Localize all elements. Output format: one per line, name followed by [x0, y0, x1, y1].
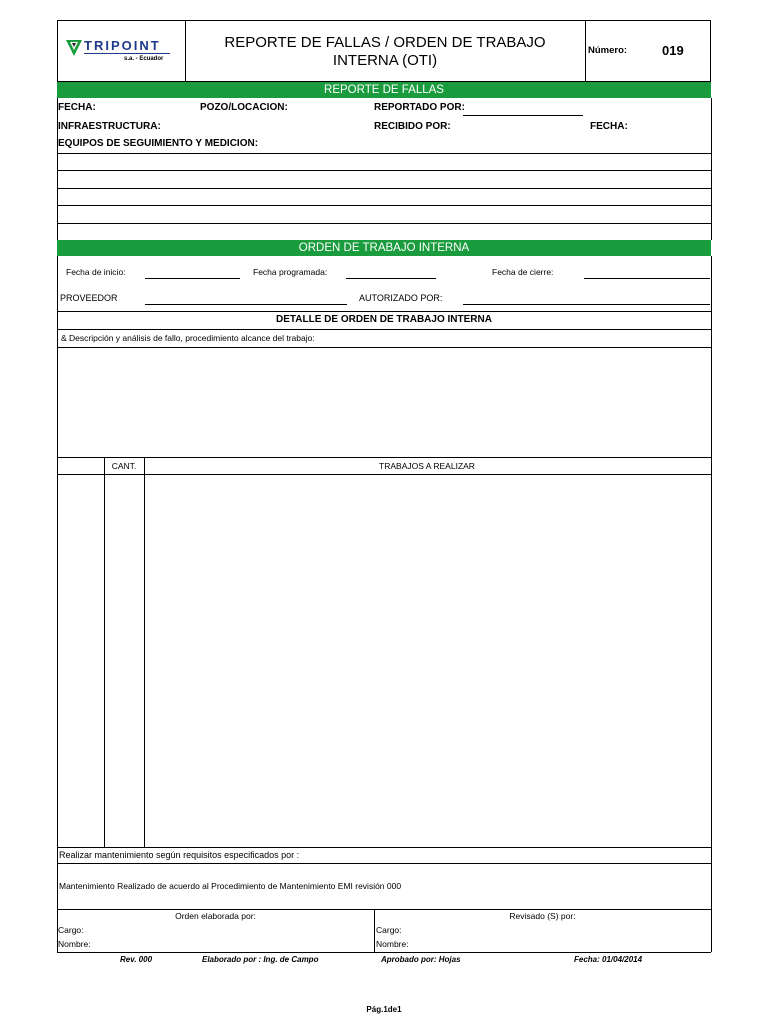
numero-label: Número:	[588, 45, 628, 56]
detalle-heading: DETALLE DE ORDEN DE TRABAJO INTERNA	[276, 314, 492, 325]
reportado-line[interactable]	[463, 115, 583, 116]
page-title: REPORTE DE FALLAS / ORDEN DE TRABAJO INTERNA (OTI)	[224, 34, 546, 69]
pozo-label: POZO/LOCACION:	[200, 102, 288, 113]
fecha-programada-line[interactable]	[346, 278, 436, 279]
mantenimiento-label: Mantenimiento Realizado de acuerdo al Procedimiento de Mantenimiento EMI revisión 000	[59, 881, 402, 891]
cant-header: CANT.	[111, 461, 137, 471]
trabajos-area[interactable]	[145, 475, 710, 847]
fecha-inicio-label: Fecha de inicio:	[66, 267, 126, 277]
fecha2-label: FECHA:	[590, 121, 628, 132]
equipos-row-line	[57, 170, 711, 171]
fecha-inicio-line[interactable]	[145, 278, 240, 279]
fecha-label: FECHA:	[58, 102, 96, 113]
page-number: Pág.1de1	[366, 1005, 402, 1014]
autorizado-label: AUTORIZADO POR:	[359, 293, 443, 303]
orden-trabajo-bar: ORDEN DE TRABAJO INTERNA	[57, 240, 711, 256]
fecha-programada-label: Fecha programada:	[253, 267, 328, 277]
footer-fecha: Fecha: 01/04/2014	[574, 955, 643, 964]
numero-value: 019	[662, 43, 684, 58]
equipos-row-line	[57, 223, 711, 224]
equipos-row-line	[57, 205, 711, 206]
nombre-right-label: Nombre:	[376, 939, 409, 949]
footer-elaborado: Elaborado por : Ing. de Campo	[202, 955, 319, 964]
realizar-label: Realizar mantenimiento según requisitos especificados por :	[59, 850, 300, 860]
reporte-fallas-bar: REPORTE DE FALLAS	[57, 82, 711, 98]
fecha-cierre-line[interactable]	[584, 278, 710, 279]
company-logo	[64, 36, 176, 66]
proveedor-line[interactable]	[145, 304, 347, 305]
cargo-left-label: Cargo:	[58, 925, 84, 935]
cargo-right-label: Cargo:	[376, 925, 402, 935]
logo-subtitle: s.a. - Ecuador	[124, 56, 164, 62]
proveedor-label: PROVEEDOR	[60, 293, 118, 303]
tripoint-logo-icon	[64, 38, 84, 58]
equipos-row-line	[57, 153, 711, 154]
descripcion-area[interactable]	[58, 348, 710, 457]
equipos-row-line	[57, 188, 711, 189]
fecha-cierre-label: Fecha de cierre:	[492, 267, 554, 277]
reportado-label: REPORTADO POR:	[374, 102, 465, 113]
nombre-left-label: Nombre:	[58, 939, 91, 949]
footer-rev: Rev. 000	[120, 955, 153, 964]
descripcion-label: & Descripción y análisis de fallo, procedimiento alcance del trabajo:	[61, 333, 315, 343]
recibido-label: RECIBIDO POR:	[374, 121, 451, 132]
revisado-label: Revisado (S) por:	[509, 911, 576, 921]
autorizado-line[interactable]	[463, 304, 710, 305]
elaborada-label: Orden elaborada por:	[175, 911, 256, 921]
footer-aprobado: Aprobado por: Hojas	[381, 955, 461, 964]
infra-label: INFRAESTRUCTURA:	[58, 121, 161, 132]
logo-text: TRIPOINT	[84, 38, 161, 53]
trabajos-header: TRABAJOS A REALIZAR	[379, 461, 475, 471]
equipos-label: EQUIPOS DE SEGUIMIENTO Y MEDICION:	[58, 138, 259, 149]
